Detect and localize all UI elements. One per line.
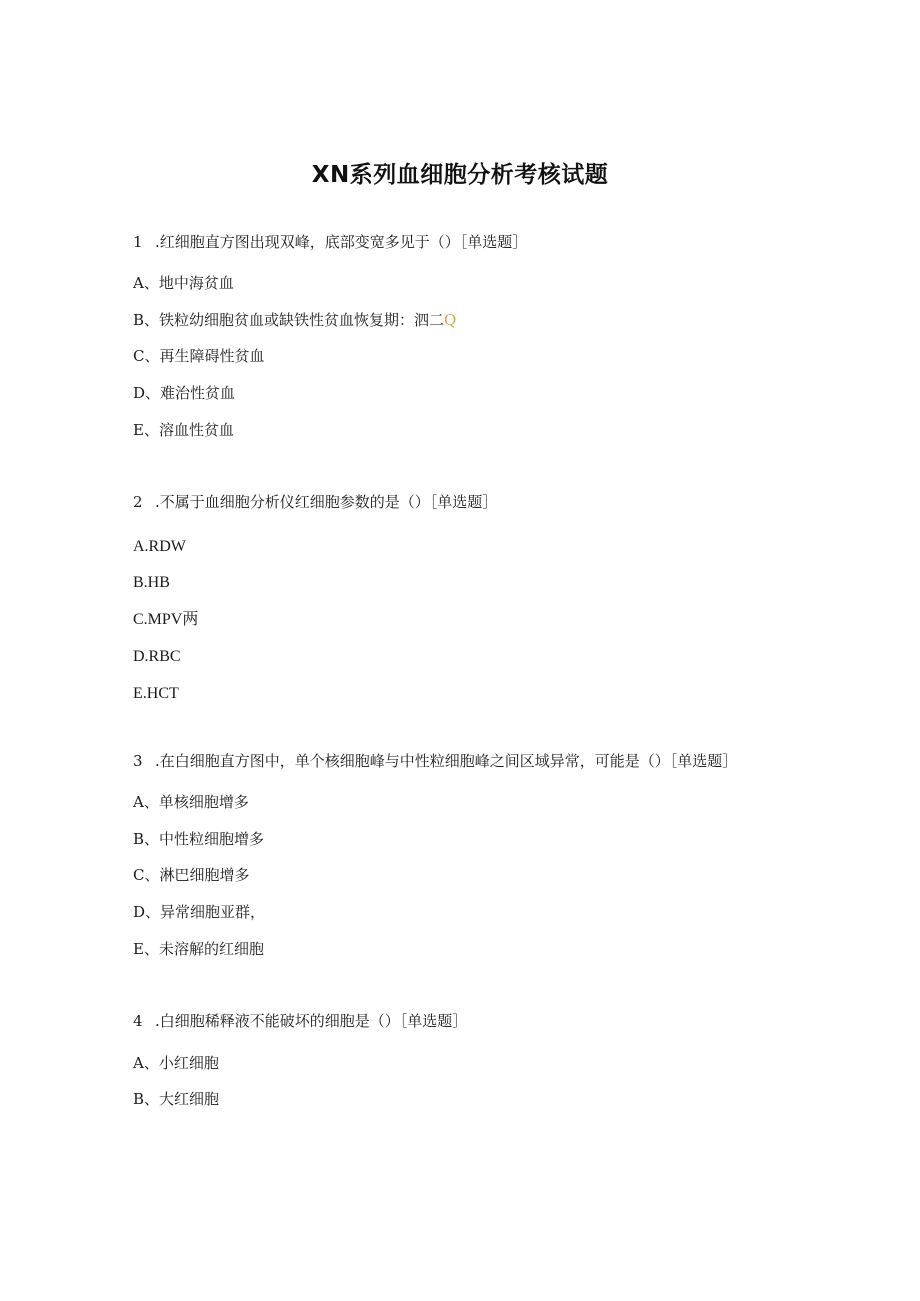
question-3-option-c: C、淋巴细胞增多 bbox=[133, 866, 250, 884]
document-title: XN系列血细胞分析考核试题 bbox=[311, 162, 609, 188]
question-2-option-a: A.RDW bbox=[133, 538, 186, 555]
question-4 bbox=[133, 1011, 467, 1031]
question-number: 2 bbox=[133, 493, 143, 511]
question-3-option-e: E、未溶解的红细胞 bbox=[133, 940, 264, 958]
question-text: .红细胞直方图出现双峰，底部变宽多见于（）［单选题］ bbox=[155, 233, 528, 251]
question-1-option-c: C、再生障碍性贫血 bbox=[133, 347, 265, 365]
question-3-option-b: B、中性粒细胞增多 bbox=[133, 830, 265, 848]
annotation-mark: Q bbox=[444, 311, 457, 329]
question-text: .白细胞稀释液不能破坏的细胞是（）［单选题］ bbox=[155, 1012, 468, 1030]
question-1-option-b bbox=[133, 310, 456, 330]
question-4-option-b: B、大红细胞 bbox=[133, 1090, 220, 1108]
question-1 bbox=[133, 232, 527, 252]
question-2-option-c: C.MPV两 bbox=[133, 611, 199, 628]
question-1-option-a: A、地中海贫血 bbox=[133, 274, 234, 292]
question-2-option-e: E.HCT bbox=[133, 685, 179, 702]
question-number: 1 bbox=[133, 233, 143, 251]
question-4-option-a: A、小红细胞 bbox=[133, 1054, 219, 1072]
question-text: .在白细胞直方图中，单个核细胞峰与中性粒细胞峰之间区域异常，可能是（）［单选题］ bbox=[155, 752, 738, 770]
question-2 bbox=[133, 492, 497, 512]
question-number: 4 bbox=[133, 1012, 143, 1030]
question-2-option-d: D.RBC bbox=[133, 648, 181, 665]
question-3-option-d: D、异常细胞亚群， bbox=[133, 903, 266, 921]
question-1-option-d: D、难治性贫血 bbox=[133, 384, 236, 402]
question-3-option-a: A、单核细胞增多 bbox=[133, 793, 249, 811]
option-text: B、铁粒幼细胞贫血或缺铁性贫血恢复期：泗二 bbox=[133, 311, 445, 329]
question-2-option-b: B.HB bbox=[133, 574, 170, 591]
question-1-option-e: E、溶血性贫血 bbox=[133, 421, 234, 439]
question-number: 3 bbox=[133, 752, 143, 770]
question-text: .不属于血细胞分析仪红细胞参数的是（）［单选题］ bbox=[155, 493, 498, 511]
question-3 bbox=[133, 751, 737, 771]
